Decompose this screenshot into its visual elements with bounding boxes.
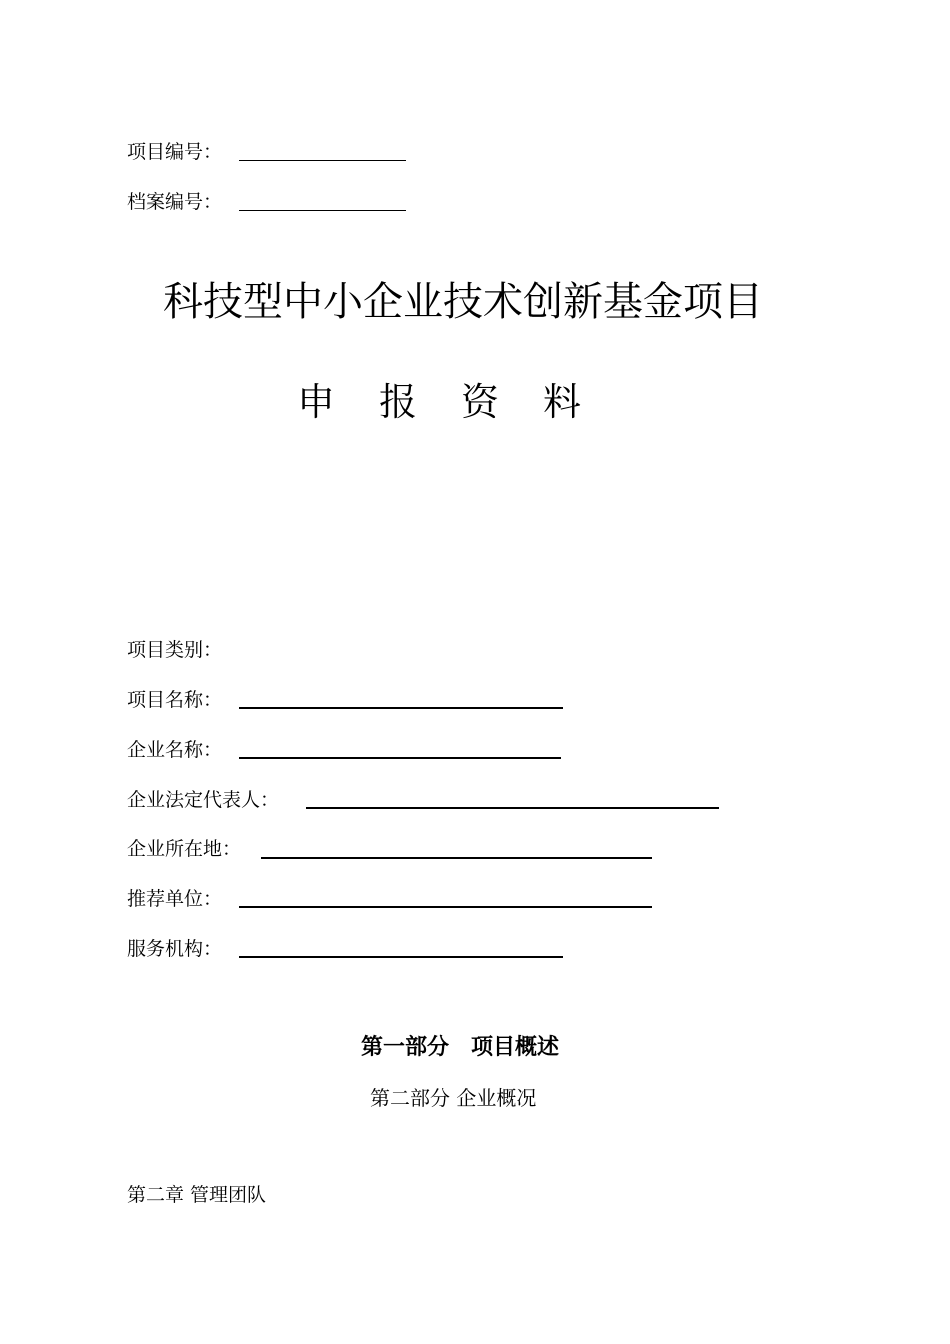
subtitle-char: 资 <box>461 380 500 424</box>
legal-representative-field[interactable] <box>306 807 719 809</box>
field-label-project-category: 项目类别： <box>127 639 223 661</box>
field-label-company-location: 企业所在地： <box>127 838 242 860</box>
service-agency-field[interactable] <box>239 956 563 958</box>
field-label-recommending-unit: 推荐单位： <box>127 888 223 910</box>
field-label-service-agency: 服务机构： <box>127 938 223 960</box>
document-title: 科技型中小企业技术创新基金项目 <box>163 279 763 325</box>
document-subtitle <box>297 377 581 427</box>
chapter-two-heading: 第二章 管理团队 <box>127 1184 267 1206</box>
archive-number-field[interactable] <box>239 210 406 211</box>
company-name-field[interactable] <box>239 757 561 759</box>
subtitle-char: 报 <box>379 380 418 424</box>
field-label-project-name: 项目名称： <box>127 689 223 711</box>
archive-number-label: 档案编号： <box>127 191 223 213</box>
subtitle-char: 料 <box>543 380 582 424</box>
project-number-label: 项目编号： <box>127 141 223 163</box>
project-number-field[interactable] <box>239 160 406 161</box>
company-location-field[interactable] <box>261 857 652 859</box>
recommending-unit-field[interactable] <box>239 906 652 908</box>
part-two-heading: 第二部分 企业概况 <box>370 1086 537 1110</box>
subtitle-char: 申 <box>297 380 336 424</box>
field-label-company-name: 企业名称： <box>127 739 223 761</box>
project-name-field[interactable] <box>239 707 563 709</box>
part-one-heading: 第一部分 项目概述 <box>361 1035 560 1060</box>
field-label-legal-representative: 企业法定代表人： <box>127 789 280 811</box>
